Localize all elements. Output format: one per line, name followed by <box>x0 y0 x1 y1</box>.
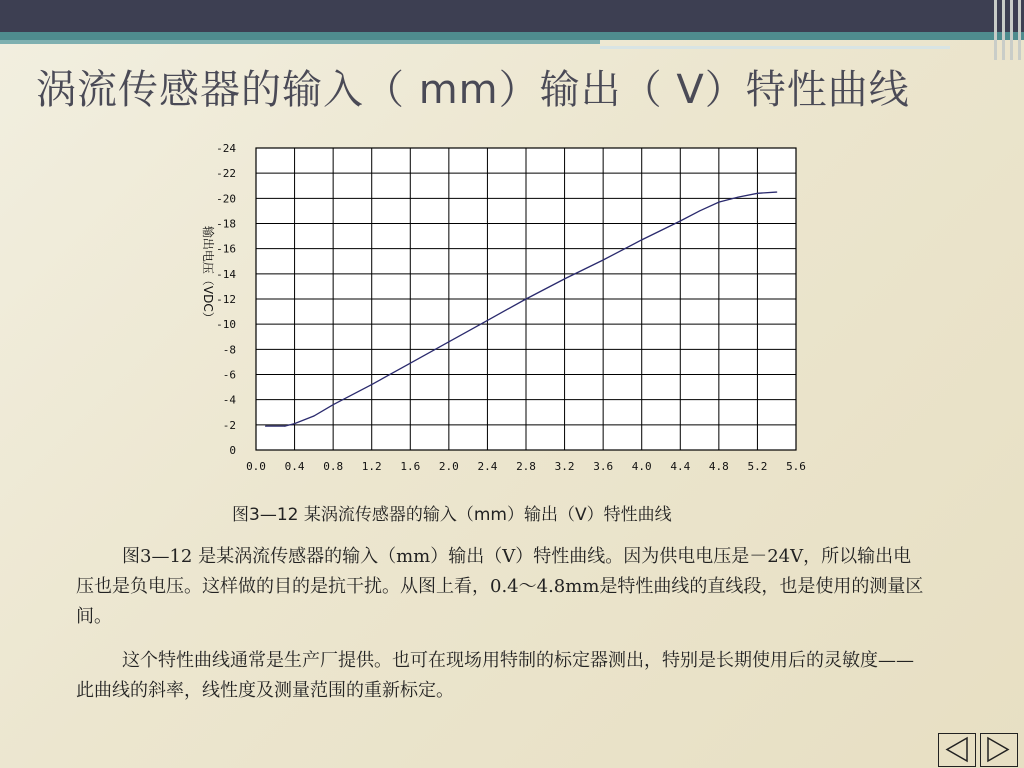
y-tick-label: -20 <box>216 192 236 206</box>
y-tick-label: -14 <box>216 267 236 281</box>
y-tick-label: -6 <box>222 368 236 382</box>
x-tick-label: 3.6 <box>593 460 614 473</box>
data-point <box>718 202 719 203</box>
y-tick-label: -2 <box>222 418 236 432</box>
data-point <box>525 298 526 299</box>
x-tick-label: 4.4 <box>670 460 691 473</box>
data-point <box>371 384 372 385</box>
y-tick-label: -12 <box>216 293 236 306</box>
data-point <box>699 210 700 211</box>
x-tick-label: 5.6 <box>786 460 806 473</box>
y-tick-label: -18 <box>216 217 236 231</box>
data-point <box>757 193 758 194</box>
data-point <box>487 320 488 321</box>
x-tick-label: 0.4 <box>284 460 305 473</box>
previous-slide-button[interactable] <box>938 733 976 767</box>
corner-decoration <box>990 0 1024 60</box>
data-point <box>738 196 739 197</box>
description-text-2: 这个特性曲线通常是生产厂提供。也可在现场用特制的标定器测出，特别是长期使用后的灵敏度——此曲线的斜率，线性度及测量范围的重新标定。 <box>76 650 914 701</box>
data-point <box>448 341 449 342</box>
data-point <box>564 278 565 279</box>
y-tick-label: -24 <box>216 142 236 155</box>
triangle-right-icon <box>981 734 1016 765</box>
x-tick-label: 4.0 <box>631 460 652 473</box>
x-tick-label: 5.2 <box>747 460 768 473</box>
description-paragraph-2 <box>76 646 926 706</box>
y-tick-label: -10 <box>216 318 236 332</box>
data-point <box>776 191 777 192</box>
header-teal-stripe <box>0 40 600 44</box>
data-point <box>603 259 604 260</box>
y-tick-label: -8 <box>222 343 236 357</box>
x-tick-label: 1.6 <box>400 460 421 473</box>
header-dark-band <box>0 0 1024 32</box>
data-point <box>680 220 681 221</box>
slide-title: 涡流传感器的输入（ mm）输出（ V）特性曲线 <box>36 67 910 113</box>
y-tick-label: -16 <box>216 242 236 256</box>
y-tick-label: -4 <box>222 393 236 407</box>
description-text-1: 图3—12 是某涡流传感器的输入（mm）输出（V）特性曲线。因为供电电压是－24V，所以输出电压也是负电压。这样做的目的是抗干扰。从图上看，0.4～4.8mm是特性曲线的直线段，也是使用的测量区间。 <box>76 546 924 627</box>
data-point <box>265 425 266 426</box>
x-tick-label: 2.0 <box>438 460 459 473</box>
x-tick-label: 0.0 <box>246 460 266 473</box>
data-point <box>641 239 642 240</box>
data-point <box>410 363 411 364</box>
header-teal-band <box>0 32 1024 40</box>
y-tick-label: 0 <box>229 444 236 457</box>
x-tick-label: 2.8 <box>516 460 536 473</box>
triangle-left-icon <box>939 734 974 765</box>
description-paragraph-1 <box>76 542 926 632</box>
data-point <box>333 404 334 405</box>
characteristic-curve-chart <box>180 136 820 486</box>
y-axis-label: 输出电压（VDC） <box>201 225 215 324</box>
x-tick-label: 3.2 <box>554 460 575 473</box>
next-slide-button[interactable] <box>980 733 1018 767</box>
x-tick-label: 2.4 <box>477 460 498 473</box>
data-point <box>313 415 314 416</box>
y-tick-label: -22 <box>216 167 236 181</box>
data-point <box>294 423 295 424</box>
x-tick-label: 0.8 <box>323 460 344 473</box>
data-point <box>284 425 285 426</box>
header-light-line <box>600 46 950 49</box>
figure-caption: 图3—12 某涡流传感器的输入（mm）输出（V）特性曲线 <box>232 505 672 525</box>
x-tick-label: 1.2 <box>361 460 382 473</box>
x-tick-label: 4.8 <box>708 460 729 473</box>
